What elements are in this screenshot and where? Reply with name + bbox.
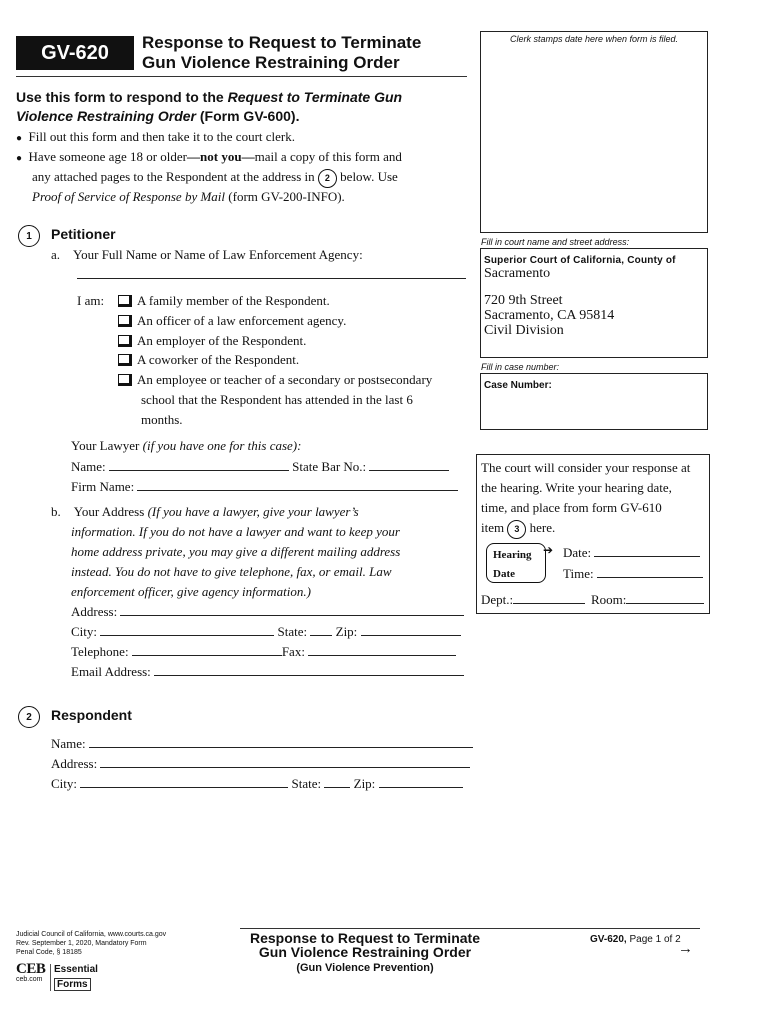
option-label: An employee or teacher of a secondary or postsecondary <box>137 372 433 387</box>
checkbox-teacher[interactable] <box>118 374 132 386</box>
forms-label: Forms <box>54 978 91 991</box>
footer-title <box>230 931 500 975</box>
court-city: Sacramento, CA 95814 <box>484 308 615 323</box>
hearing-room-field[interactable] <box>591 592 704 607</box>
intro-lead-end: (Form GV-600). <box>195 108 300 124</box>
bullet-2-text-a: Have someone age 18 or older <box>28 149 188 164</box>
respondent-name-field[interactable] <box>51 736 473 751</box>
petitioner-name-label <box>51 248 363 262</box>
court-street: 720 9th Street <box>484 293 563 308</box>
hearing-time-field[interactable] <box>563 566 703 581</box>
option-teacher-line2: school that the Respondent has attended in the last 6 <box>141 392 413 407</box>
bullet-2-line2-a: any attached pages to the Respondent at the address in <box>32 169 315 184</box>
hearing-box <box>476 454 710 614</box>
respondent-zip-label: Zip: <box>353 776 376 791</box>
petitioner-phone-field[interactable] <box>71 644 456 659</box>
intro-form-name-2: Violence Restraining Order <box>16 108 196 124</box>
intro-bullet-1: ● Fill out this form and then take it to the court clerk. <box>16 129 295 144</box>
item-b-letter: b. <box>51 504 61 519</box>
ceb-logo <box>16 962 45 983</box>
hearing-date-badge <box>486 543 546 583</box>
i-am-label: I am: <box>77 293 105 308</box>
section-1-number-icon: 1 <box>18 225 40 247</box>
lawyer-heading <box>71 439 301 453</box>
option-family-member[interactable] <box>118 294 330 308</box>
badge-date: Date <box>493 568 515 580</box>
state-bar-label: State Bar No.: <box>292 459 367 474</box>
court-label: Fill in court name and street address: <box>481 237 630 247</box>
petitioner-email-field[interactable] <box>71 664 464 679</box>
footer-title-1: Response to Request to Terminate <box>249 930 480 946</box>
address-heading <box>51 505 359 519</box>
clerk-stamp-box <box>480 31 708 233</box>
hearing-text-2: the hearing. Write your hearing date, <box>481 480 672 495</box>
case-label: Fill in case number: <box>481 362 560 372</box>
intro-form-name-1: Request to Terminate Gun <box>227 89 403 105</box>
clerk-stamp-note: Clerk stamps date here when form is filed. <box>509 34 679 44</box>
court-box <box>480 248 708 358</box>
badge-arrow-icon: ➔ <box>543 543 554 557</box>
respondent-address-label: Address: <box>51 756 98 771</box>
court-heading: Superior Court of California, County of <box>484 255 676 266</box>
petitioner-address-field[interactable] <box>71 604 464 619</box>
item-b-note-5: enforcement officer, give agency information.) <box>71 584 311 599</box>
checkbox-officer[interactable] <box>118 315 132 327</box>
form-code: GV-620 <box>41 41 109 64</box>
petitioner-city-field[interactable] <box>71 624 461 639</box>
section-1-title: Petitioner <box>51 226 116 242</box>
hearing-text-4b: here. <box>529 520 556 535</box>
intro-bullet-2-line3 <box>32 190 345 204</box>
item-a-label: Your Full Name or Name of Law Enforcement Agency: <box>73 247 363 262</box>
petitioner-name-input[interactable] <box>77 265 466 279</box>
address-label: Address: <box>71 604 118 619</box>
dept-label: Dept.: <box>481 592 514 607</box>
footer-left <box>16 930 166 957</box>
room-label: Room: <box>591 592 627 607</box>
option-label: An employer of the Respondent. <box>137 333 307 348</box>
fax-label: Fax: <box>281 644 305 659</box>
court-division: Civil Division <box>484 323 564 338</box>
item-b-note-2: information. If you do not have a lawyer and want to keep your <box>71 524 400 539</box>
ceb-logo-text: CEB <box>16 961 46 977</box>
essential-forms-logo <box>50 964 98 991</box>
intro-lead: Use this form to respond to the <box>16 89 228 105</box>
firm-name-label: Firm Name: <box>71 479 135 494</box>
intro-bullet-2-line2 <box>32 168 398 188</box>
bullet-2-line2-b: below. Use <box>340 169 398 184</box>
respondent-address-field[interactable] <box>51 756 470 771</box>
footer-penal-code: Penal Code, § 18185 <box>16 949 82 956</box>
option-teacher[interactable] <box>118 373 432 387</box>
hearing-text-1: The court will consider your response at <box>481 460 691 475</box>
item-3-ref-icon: 3 <box>507 520 526 539</box>
option-label: A family member of the Respondent. <box>137 293 330 308</box>
court-county: Sacramento <box>484 266 551 281</box>
email-label: Email Address: <box>71 664 151 679</box>
section-2-number-icon: 2 <box>18 706 40 728</box>
hearing-instructions <box>481 458 690 539</box>
option-label: A coworker of the Respondent. <box>137 352 300 367</box>
footer-page <box>590 934 681 945</box>
form-title-line2: Gun Violence Restraining Order <box>142 53 400 72</box>
footer-page-number: Page 1 of 2 <box>629 934 681 945</box>
firm-name-field[interactable] <box>71 479 458 494</box>
hearing-dept-field[interactable] <box>481 592 585 607</box>
checkbox-family[interactable] <box>118 295 132 307</box>
respondent-city-field[interactable] <box>51 776 463 791</box>
option-employer[interactable] <box>118 334 306 348</box>
checkbox-employer[interactable] <box>118 335 132 347</box>
state-label: State: <box>277 624 308 639</box>
option-officer[interactable] <box>118 314 346 328</box>
next-page-arrow-icon: → <box>678 941 693 957</box>
respondent-city-label: City: <box>51 776 78 791</box>
bullet-1-text: Fill out this form and then take it to the court clerk. <box>28 129 295 144</box>
form-code-badge <box>16 36 134 70</box>
item-b-note-4: instead. You do not have to give telephone, fax, or email. Law <box>71 564 392 579</box>
footer-title-2: Gun Violence Restraining Order <box>258 944 472 960</box>
footer-rule <box>240 928 700 929</box>
respondent-name-label: Name: <box>51 736 86 751</box>
telephone-label: Telephone: <box>71 644 129 659</box>
essential-label: Essential <box>54 964 98 975</box>
lawyer-name-field[interactable] <box>71 459 449 474</box>
bullet-2-line3-end: (form GV-200-INFO). <box>225 189 345 204</box>
bullet-2-text-c: mail a copy of this form and <box>254 149 402 164</box>
item-b-note-1: (If you have a lawyer, give your lawyer’s <box>147 504 359 519</box>
option-teacher-line3: months. <box>141 412 183 427</box>
option-coworker[interactable] <box>118 353 299 367</box>
form-title-line1: Response to Request to Terminate <box>142 33 422 52</box>
item-2-ref-icon: 2 <box>318 169 337 188</box>
lawyer-name-label: Name: <box>71 459 106 474</box>
footer-revision: Rev. September 1, 2020, Mandatory Form <box>16 940 147 947</box>
date-label: Date: <box>563 545 592 560</box>
city-label: City: <box>71 624 98 639</box>
header-rule <box>16 76 467 77</box>
lawyer-note: (if you have one for this case): <box>142 438 302 453</box>
checkbox-coworker[interactable] <box>118 354 132 366</box>
footer-title-3: (Gun Violence Prevention) <box>296 962 434 974</box>
lawyer-label: Your Lawyer <box>71 438 143 453</box>
item-b-label: Your Address <box>73 504 148 519</box>
intro-heading <box>16 88 466 126</box>
case-number-box[interactable] <box>480 373 708 430</box>
section-2-title: Respondent <box>51 707 132 723</box>
intro-bullet-2: ● Have someone age 18 or older—not you—mail a copy of this form and <box>16 149 402 164</box>
bullet-2-not-you: —not you— <box>187 149 255 164</box>
proof-of-service-form-name: Proof of Service of Response by Mail <box>32 189 226 204</box>
hearing-text-3: time, and place from form GV-610 <box>481 500 662 515</box>
hearing-text-4a: item <box>481 520 505 535</box>
option-label: An officer of a law enforcement agency. <box>137 313 347 328</box>
zip-label: Zip: <box>335 624 358 639</box>
time-label: Time: <box>563 566 594 581</box>
item-a-letter: a. <box>51 247 61 262</box>
respondent-state-label: State: <box>291 776 322 791</box>
form-title <box>142 33 421 73</box>
item-b-note-3: home address private, you may give a different mailing address <box>71 544 401 559</box>
case-number-label: Case Number: <box>484 380 552 391</box>
footer-judicial-council: Judicial Council of California, www.courts.ca.gov <box>16 931 167 938</box>
footer-form-code: GV-620, <box>590 934 627 945</box>
ceb-url: ceb.com <box>16 976 43 983</box>
badge-hearing: Hearing <box>493 549 532 561</box>
hearing-date-field[interactable] <box>563 545 700 560</box>
